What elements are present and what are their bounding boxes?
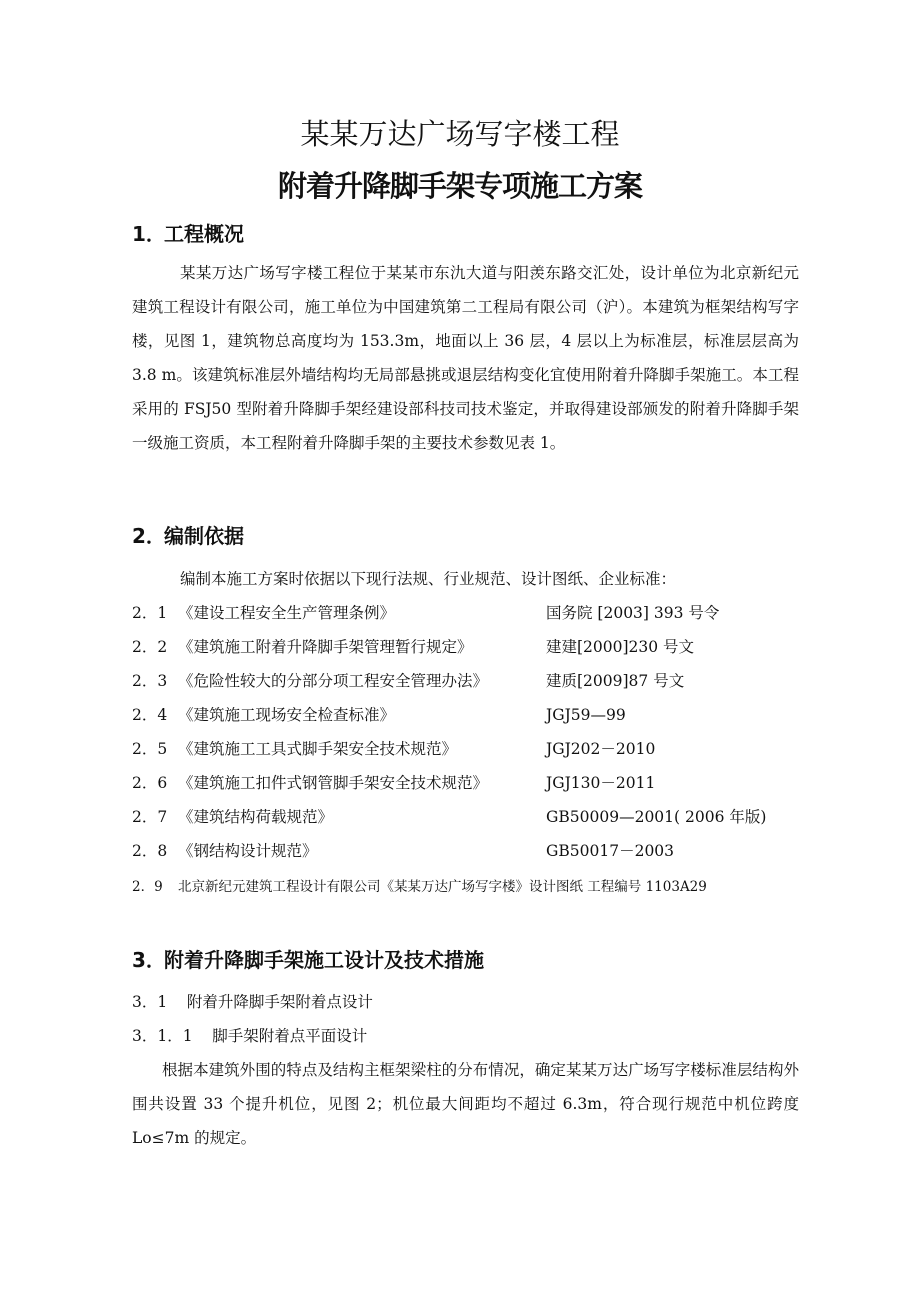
section-1-title: 工程概况 <box>164 222 244 246</box>
reference-item <box>132 737 812 771</box>
reference-design-drawings: 北京新纪元建筑工程设计有限公司《某某万达广场写字楼》设计图纸 工程编号 1103A29 <box>178 879 707 895</box>
section-3-heading <box>132 944 484 973</box>
reference-code: JGJ202－2010 <box>546 740 656 758</box>
section-3-paragraph: 根据本建筑外围的特点及结构主框架梁柱的分布情况，确定某某万达广场写字楼标准层结构外围共设置 33 个提升机位，见图 2；机位最大间距均不超过 6.3m，符合现行规范中机位跨度 Lo≤7m 的规定。 <box>132 1061 799 1147</box>
reference-item <box>132 703 812 737</box>
section-1-heading <box>132 218 244 247</box>
section-1-number: 1． <box>132 222 166 246</box>
reference-number: 2．2 <box>132 638 168 656</box>
section-2-heading <box>132 520 244 549</box>
section-2-intro: 编制本施工方案时依据以下现行法规、行业规范、设计图纸、企业标准： <box>180 570 677 588</box>
section-2-title: 编制依据 <box>164 524 244 548</box>
reference-title: 《建设工程安全生产管理条例》 <box>178 604 396 622</box>
document-title: 某某万达广场写字楼工程 <box>300 117 620 151</box>
reference-title: 《建筑施工工具式脚手架安全技术规范》 <box>178 740 458 758</box>
reference-number: 2．1 <box>132 604 168 622</box>
reference-code: 建建[2000]230 号文 <box>546 638 695 656</box>
reference-number: 2．7 <box>132 808 168 826</box>
subsection-3-1: 3．1 附着升降脚手架附着点设计 <box>132 993 373 1011</box>
reference-code: 建质[2009]87 号文 <box>546 672 685 690</box>
section-1-paragraph: 某某万达广场写字楼工程位于某某市东氿大道与阳羡东路交汇处，设计单位为北京新纪元建筑工程设计有限公司，施工单位为中国建筑第二工程局有限公司（沪）。本建筑为框架结构写字楼，见图 1，建筑物总高度均为 153.3m，地面以上 36 层，4 层以上为标准层，标准层层高为 3.8 m。该建筑标准层外墙结构均无局部悬挑或退层结构变化宜使用附着升降脚手架施工。本工程采用的 FSJ50 型附着升降脚手架经建设部科技司技术鉴定，并取得建设部颁发的附着升降脚手架一级施工资质，本工程附着升降脚手架的主要技术参数见表 1。 <box>132 264 799 452</box>
reference-title: 《建筑结构荷载规范》 <box>178 808 334 826</box>
reference-title: 《钢结构设计规范》 <box>178 842 318 860</box>
section-2-number: 2． <box>132 524 166 548</box>
reference-item <box>132 669 812 703</box>
reference-number: 2．6 <box>132 774 168 792</box>
reference-code: JGJ130－2011 <box>546 774 656 792</box>
reference-number: 2．9 <box>132 879 163 895</box>
reference-number: 2．5 <box>132 740 168 758</box>
reference-number: 2．8 <box>132 842 168 860</box>
subsection-3-1-1: 3．1．1 脚手架附着点平面设计 <box>132 1027 368 1045</box>
reference-title: 《建筑施工扣件式钢管脚手架安全技术规范》 <box>178 774 489 792</box>
document-subtitle: 附着升降脚手架专项施工方案 <box>277 169 642 203</box>
reference-item <box>132 875 812 909</box>
reference-item <box>132 805 812 839</box>
reference-title: 《危险性较大的分部分项工程安全管理办法》 <box>178 672 489 690</box>
reference-code: GB50017－2003 <box>546 842 675 860</box>
reference-item <box>132 839 812 873</box>
reference-code: GB50009—2001( 2006 年版) <box>546 808 767 826</box>
reference-number: 2．4 <box>132 706 168 724</box>
reference-code: JGJ59—99 <box>546 706 626 724</box>
reference-title: 《建筑施工现场安全检查标准》 <box>178 706 396 724</box>
section-3-title: 附着升降脚手架施工设计及技术措施 <box>164 948 484 972</box>
reference-item <box>132 771 812 805</box>
section-3-number: 3． <box>132 948 166 972</box>
reference-code: 国务院 [2003] 393 号令 <box>546 604 720 622</box>
reference-item <box>132 601 812 635</box>
reference-number: 2．3 <box>132 672 168 690</box>
reference-item <box>132 635 812 669</box>
reference-title: 《建筑施工附着升降脚手架管理暂行规定》 <box>178 638 473 656</box>
